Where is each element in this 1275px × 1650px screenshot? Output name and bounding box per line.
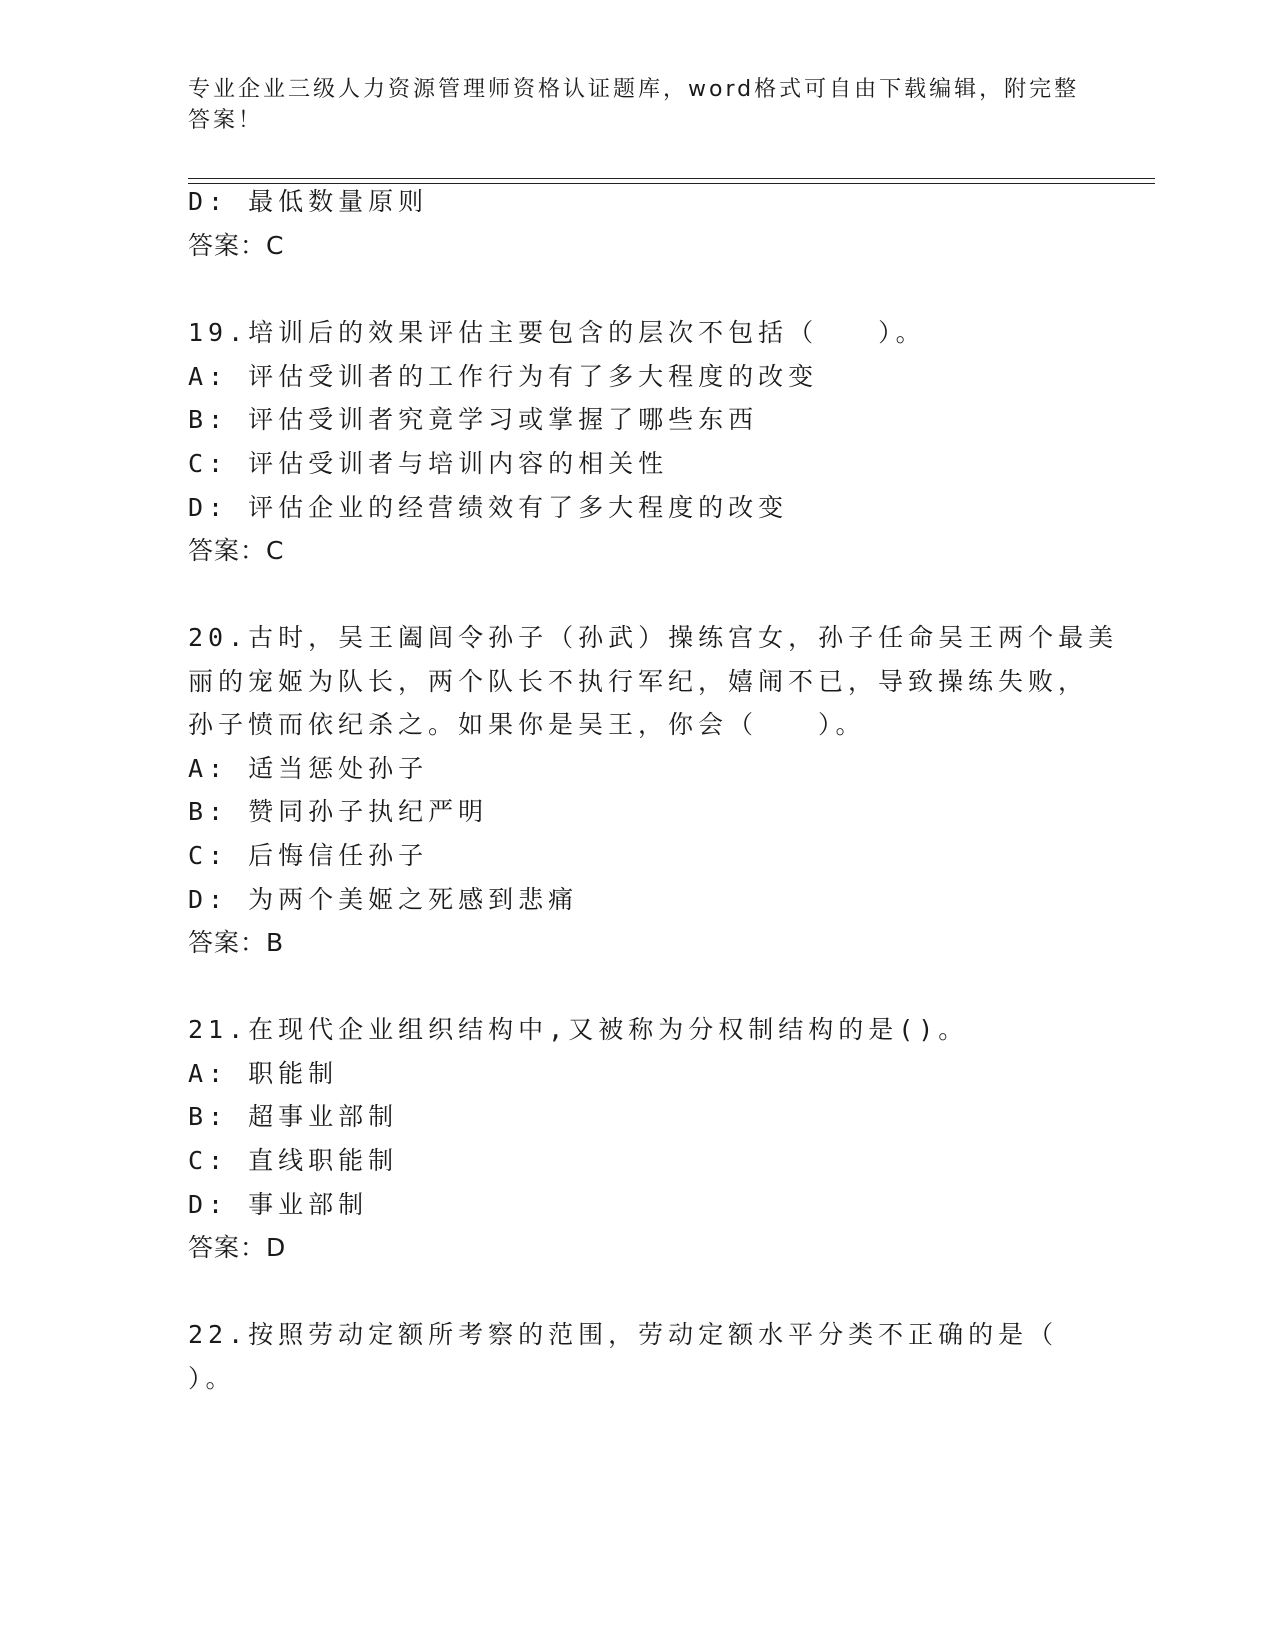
question-20-option-a: A: 适当惩处孙子 [188,754,429,783]
option-d-prev: D: 最低数量原则 [188,187,429,216]
question-21-option-c: C: 直线职能制 [188,1146,399,1175]
question-21-option-b: B: 超事业部制 [188,1102,399,1131]
question-22-stem-line-1: 22.按照劳动定额所考察的范围，劳动定额水平分类不正确的是（ [188,1320,1059,1349]
header-line-1: 专业企业三级人力资源管理师资格认证题库，word格式可自由下载编辑，附完整 [188,77,1080,102]
question-21-stem: 21.在现代企业组织结构中,又被称为分权制结构的是()。 [188,1015,969,1044]
header-line-2: 答案！ [188,108,264,133]
question-20-option-b: B: 赞同孙子执纪严明 [188,797,489,826]
question-19-option-a: A: 评估受训者的工作行为有了多大程度的改变 [188,362,819,391]
header-divider-top [188,178,1155,179]
question-19-option-b: B: 评估受训者究竟学习或掌握了哪些东西 [188,405,759,434]
question-20-stem-line-2: 丽的宠姬为队长，两个队长不执行军纪，嬉闹不已，导致操练失败， [188,667,1089,696]
question-19-option-d: D: 评估企业的经营绩效有了多大程度的改变 [188,493,789,522]
question-20-stem-line-3: 孙子愤而依纪杀之。如果你是吴王，你会（ ）。 [188,710,866,739]
question-21-option-a: A: 职能制 [188,1059,339,1088]
question-19-answer: 答案：C [188,536,285,565]
question-20-option-d: D: 为两个美姬之死感到悲痛 [188,885,579,914]
document-header [188,74,1088,136]
question-21-answer: 答案：D [188,1233,287,1262]
question-19-stem: 19.培训后的效果评估主要包含的层次不包括（ ）。 [188,318,926,347]
question-22-stem-line-2: ）。 [188,1364,236,1393]
header-divider-bottom [188,183,1155,184]
question-20-stem-line-1: 20.古时，吴王阖闾令孙子（孙武）操练宫女，孙子任命吴王两个最美 [188,623,1119,652]
answer-prev: 答案：C [188,231,285,260]
question-21-option-d: D: 事业部制 [188,1190,369,1219]
question-20-answer: 答案：B [188,928,285,957]
question-19-option-c: C: 评估受训者与培训内容的相关性 [188,449,669,478]
question-20-option-c: C: 后悔信任孙子 [188,841,429,870]
